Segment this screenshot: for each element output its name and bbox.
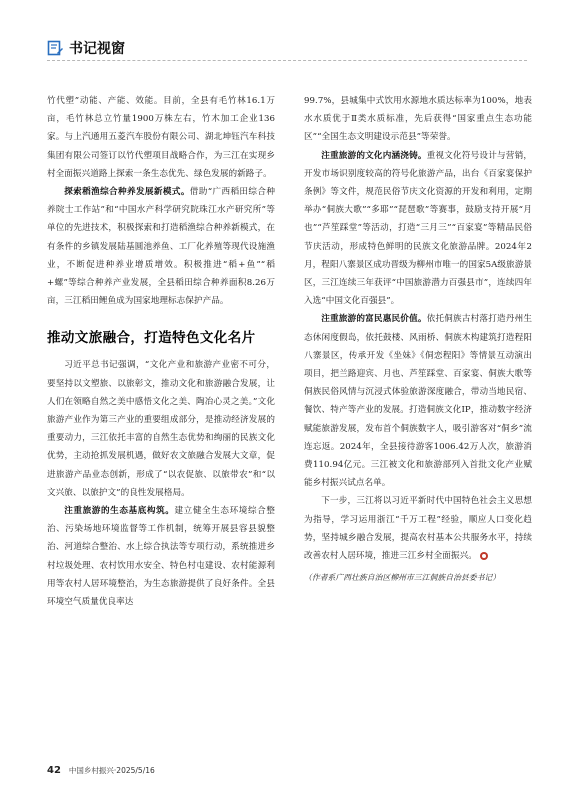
paragraph-body: 下一步，三江将以习近平新时代中国特色社会主义思想为指导，学习运用浙江“千万工程”经验，顺应人口变化趋势，坚持城乡融合发展，提高农村基本公共服务水平，持续改善农村人居环境，推进三江乡村全面振兴。 bbox=[304, 496, 532, 562]
paragraph-body: 重视文化符号设计与营销，开发市场识别度较高的符号化旅游产品，出台《百家宴保护条例》等文件，规范民俗节庆文化资源的开发和利用，定期举办“侗族大歌”“多耶”“琵琶歌”等赛事，鼓励支持开展“月也”“芦笙踩堂”等活动，打造“三月三”“百家宴”等精品民俗节庆活动，形成特色鲜明的民族文化旅游品牌。2024年2月，程阳八寨景区成功晋级为柳州市唯一的国家5A级旅游景区，三江连续三年获评“中国旅游潜力百强县市”，连续四年入选“中国文化百强县”。 bbox=[304, 150, 532, 307]
right-column bbox=[304, 92, 532, 586]
paragraph-lead: 探索稻渔综合种养发展新模式。 bbox=[64, 187, 190, 198]
document-pen-icon bbox=[47, 40, 63, 56]
author-note: （作者系广西壮族自治区柳州市三江侗族自治县委书记） bbox=[304, 573, 501, 583]
paragraph-lead: 注重旅游的富民惠民价值。 bbox=[321, 314, 427, 325]
column-header bbox=[47, 38, 125, 58]
paragraph-water-quality: 99.7%，县城集中式饮用水源地水质达标率为100%，地表水水质优于Ⅱ类水质标准，先后获得“国家重点生态功能区”“全国生态文明建设示范县”等荣誉。 bbox=[304, 96, 532, 143]
paragraph-benefit-people bbox=[304, 310, 532, 492]
paragraph-culture-tourism: 习近平总书记强调，“文化产业和旅游产业密不可分，要坚持以文塑旅、以旅彰文，推动文化和旅游融合发展，让人们在领略自然之美中感悟文化之美、陶冶心灵之美。”文化旅游产业作为第三产业的重要组成部分，是推动经济发展的重要动力，三江依托丰富的自然生态优势和绚丽的民族文化优势，主动抢抓发展机遇，做好农文旅融合发展大文章，促进旅游产品业态创新，形成了“以农促旅、以旅带农”和“以文兴旅、以旅护文”的良性发展格局。 bbox=[47, 360, 275, 498]
paragraph-lead: 注重旅游的生态基底构筑。 bbox=[64, 506, 175, 517]
paragraph-rice-fish bbox=[47, 183, 275, 310]
paragraph-bamboo: 竹代塑”动能、产能、效能。目前，全县有毛竹林16.1万亩，毛竹林总立竹量1900万株左右，竹木加工企业136家。与上汽通用五菱汽车股份有限公司、湖北坤钰汽车科技集团有限公司签订以竹代塑项目战略合作，为三江在实现乡村全面振兴道路上探索一条生态优先、绿色发展的新路子。 bbox=[47, 96, 275, 179]
paragraph-body: 借助“广西稻田综合种养院士工作站”和“中国水产科学研究院珠江水产研究所”等单位的先进技术，积极探索和打造稻渔综合种养新模式，在有条件的乡镇发展陆基圆池养鱼、工厂化养殖等现代设施渔业，不断促进种养业增质增效。积极推进“稻+鱼”“稻+螺”等综合种养产业发展，全县稻田综合种养面积8.26万亩，三江稻田鲤鱼成为国家地理标志保护产品。 bbox=[47, 187, 275, 307]
page-footer bbox=[47, 765, 155, 776]
paragraph-lead: 注重旅游的文化内涵浇铸。 bbox=[321, 150, 427, 161]
section-heading: 推动文旅融合，打造特色文化名片 bbox=[47, 330, 256, 347]
article-end-icon bbox=[480, 552, 488, 560]
left-column bbox=[47, 92, 275, 611]
header-divider bbox=[47, 60, 527, 61]
column-title: 书记视窗 bbox=[69, 41, 125, 57]
paragraph-body: 依托侗族古村落打造丹州生态休闲度假岛，依托鼓楼、风雨桥、侗族木构建筑打造程阳八寨景区，传承开发《坐妹》《侗恋程阳》等情景互动演出项目，把兰路迎宾、月也、芦笙踩堂、百家宴、侗族大歌等侗族民俗风情与沉浸式体验旅游深度融合，带动当地民宿、餐饮、特产等产业的发展。打造侗族文化IP，推动数字经济赋能旅游发展，发布首个侗族数字人，吸引游客对“侗乡”流连忘返。2024年，全县接待游客1006.42万人次，旅游消费110.94亿元。三江被文化和旅游部列入首批文化产业赋能乡村振兴试点名单。 bbox=[304, 314, 532, 489]
publication-info: 中国乡村振兴·2025/5/16 bbox=[68, 766, 155, 775]
paragraph-body: 建立健全生态环境综合整治、污染场地环境监督等工作机制，统筹开展县容县貌整治、河道综合整治、水上综合执法等专项行动，系统推进乡村垃圾处理、农村饮用水安全、特色村屯建设、农村能源利用等农村人居环境整治，为生态旅游提供了良好条件。全县环境空气质量优良率达 bbox=[47, 506, 275, 608]
page-number: 42 bbox=[47, 765, 61, 776]
paragraph-ecology bbox=[47, 502, 275, 611]
paragraph-cultural-connotation bbox=[304, 147, 532, 311]
paragraph-next-step bbox=[304, 492, 532, 565]
